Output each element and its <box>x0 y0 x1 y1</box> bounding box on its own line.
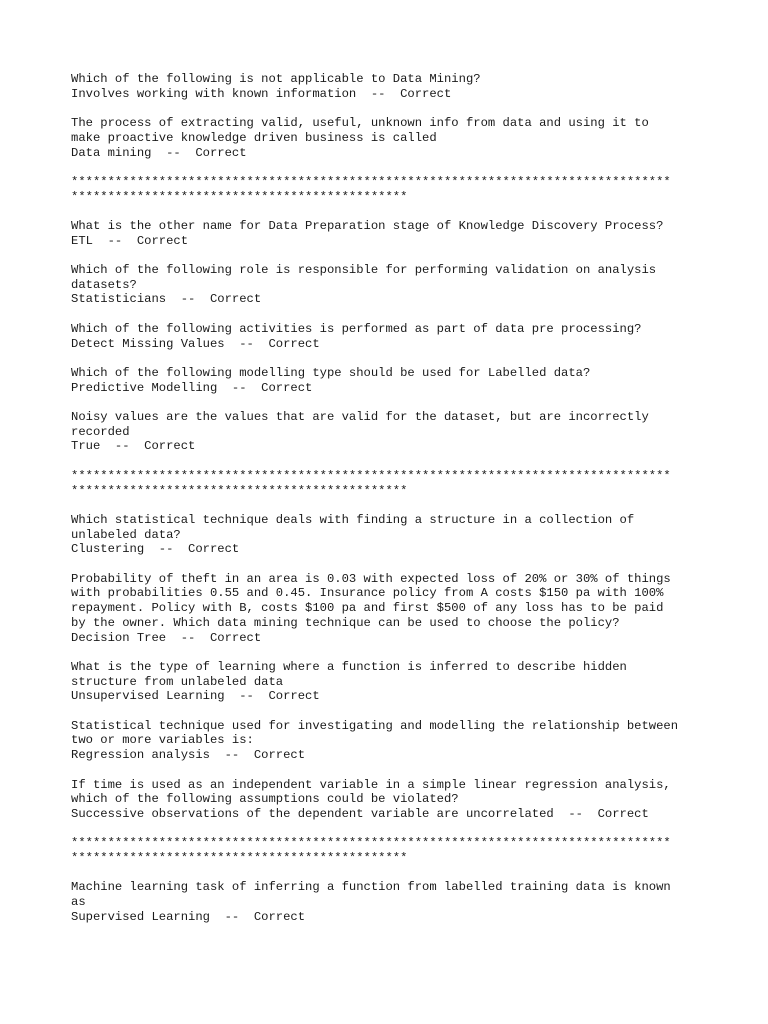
question-line: as <box>71 895 86 910</box>
answer-line: Statisticians -- Correct <box>71 292 262 307</box>
separator-line: ********************************************************************************** <box>71 174 671 189</box>
answer-line: Clustering -- Correct <box>71 542 240 557</box>
separator-block <box>71 175 711 204</box>
qa-block <box>71 719 711 763</box>
separator-line: ********************************************** <box>71 851 408 866</box>
answer-line: Successive observations of the dependent variable are uncorrelated -- Correct <box>71 806 649 821</box>
qa-block <box>71 572 711 646</box>
answer-line: Regression analysis -- Correct <box>71 748 306 763</box>
question-line: What is the other name for Data Preparation stage of Knowledge Discovery Process? <box>71 218 664 233</box>
separator-block <box>71 469 711 498</box>
answer-line: Supervised Learning -- Correct <box>71 909 306 924</box>
answer-line: Unsupervised Learning -- Correct <box>71 689 320 704</box>
separator-line: ********************************************** <box>71 483 408 498</box>
qa-block <box>71 513 711 557</box>
question-line: repayment. Policy with B, costs $100 pa and first $500 of any loss has to be paid <box>71 601 664 616</box>
question-line: datasets? <box>71 277 137 292</box>
question-line: with probabilities 0.55 and 0.45. Insurance policy from A costs $150 pa with 100% <box>71 586 664 601</box>
answer-line: True -- Correct <box>71 439 196 454</box>
qa-block <box>71 116 711 160</box>
qa-block <box>71 366 711 395</box>
question-line: which of the following assumptions could be violated? <box>71 792 459 807</box>
question-line: Which of the following activities is performed as part of data pre processing? <box>71 321 642 336</box>
answer-line: Data mining -- Correct <box>71 145 247 160</box>
question-line: recorded <box>71 424 130 439</box>
separator-line: ********************************************** <box>71 189 408 204</box>
qa-block <box>71 72 711 101</box>
separator-line: ********************************************************************************** <box>71 836 671 851</box>
qa-block <box>71 263 711 307</box>
question-line: Probability of theft in an area is 0.03 with expected loss of 20% or 30% of things <box>71 571 671 586</box>
question-line: two or more variables is: <box>71 733 254 748</box>
question-line: Which statistical technique deals with finding a structure in a collection of <box>71 512 635 527</box>
qa-block <box>71 322 711 351</box>
question-line: If time is used as an independent variable in a simple linear regression analysis, <box>71 777 671 792</box>
question-line: unlabeled data? <box>71 527 181 542</box>
answer-line: Predictive Modelling -- Correct <box>71 380 313 395</box>
question-line: The process of extracting valid, useful, unknown info from data and using it to <box>71 116 649 131</box>
answer-line: Decision Tree -- Correct <box>71 630 262 645</box>
qa-block <box>71 880 711 924</box>
question-line: by the owner. Which data mining technique can be used to choose the policy? <box>71 615 620 630</box>
qa-block <box>71 778 711 822</box>
document-page <box>71 72 711 939</box>
qa-block <box>71 660 711 704</box>
answer-line: Involves working with known information -- Correct <box>71 86 452 101</box>
separator-block <box>71 836 711 865</box>
answer-line: ETL -- Correct <box>71 233 189 248</box>
question-line: Noisy values are the values that are valid for the dataset, but are incorrectly <box>71 410 649 425</box>
question-line: make proactive knowledge driven business is called <box>71 130 437 145</box>
qa-block <box>71 219 711 248</box>
question-line: Which of the following modelling type should be used for Labelled data? <box>71 365 591 380</box>
question-line: Which of the following role is responsible for performing validation on analysis <box>71 263 657 278</box>
question-line: structure from unlabeled data <box>71 674 284 689</box>
question-line: Which of the following is not applicable to Data Mining? <box>71 72 481 86</box>
question-line: Machine learning task of inferring a function from labelled training data is known <box>71 880 671 895</box>
qa-block <box>71 410 711 454</box>
question-line: What is the type of learning where a function is inferred to describe hidden <box>71 659 627 674</box>
question-line: Statistical technique used for investigating and modelling the relationship between <box>71 718 679 733</box>
answer-line: Detect Missing Values -- Correct <box>71 336 320 351</box>
separator-line: ********************************************************************************** <box>71 468 671 483</box>
